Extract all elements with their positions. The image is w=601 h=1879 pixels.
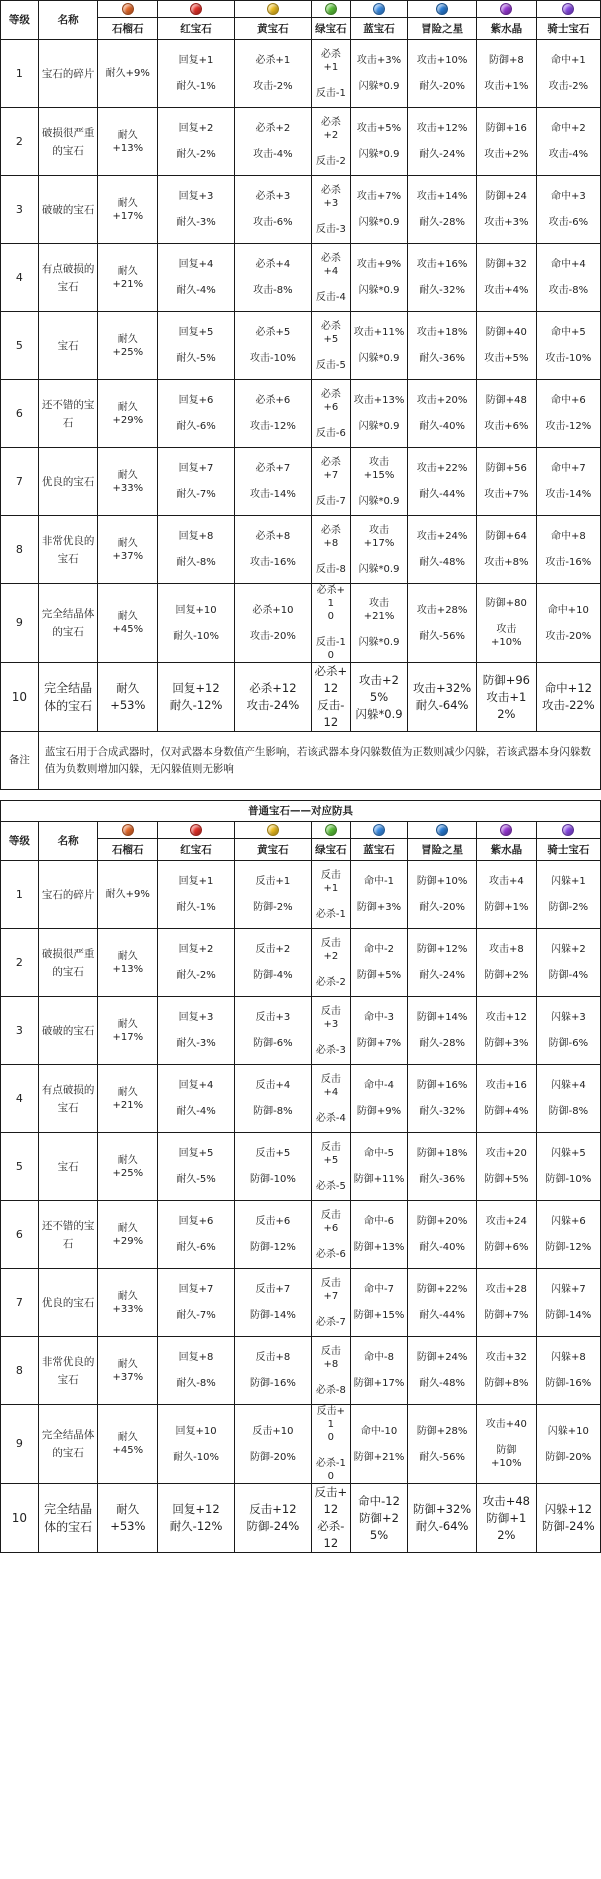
stat-cell: 反击 +2 必杀-2 xyxy=(311,929,350,997)
stat-cell: 攻击+20% 耐久-40% xyxy=(408,380,477,448)
stat-cell: 防御+32% 耐久-64% xyxy=(408,1484,477,1553)
stat-cell: 攻击+5% 闪躲*0.9 xyxy=(350,108,407,176)
stat-cell: 防御+14% 耐久-28% xyxy=(408,997,477,1065)
gem-name-cell: 还不错的宝石 xyxy=(38,1201,98,1269)
purple-gem-icon xyxy=(562,824,574,836)
level-cell: 9 xyxy=(1,584,39,663)
gem-column-header: 黄宝石 xyxy=(234,18,311,40)
stat-cell: 反击 +5 必杀-5 xyxy=(311,1133,350,1201)
stat-cell: 命中-5 防御+11% xyxy=(350,1133,407,1201)
orange-gem-icon xyxy=(122,824,134,836)
table-row xyxy=(1,861,601,929)
stat-cell: 攻击+40 防御 +10% xyxy=(477,1405,537,1484)
stat-cell: 命中+4 攻击-8% xyxy=(536,244,600,312)
stat-cell: 回复+8 耐久-8% xyxy=(158,1337,235,1405)
stat-cell: 攻击+12% 耐久-24% xyxy=(408,108,477,176)
level-cell: 8 xyxy=(1,516,39,584)
stat-cell: 必杀 +2 反击-2 xyxy=(311,108,350,176)
header-icon-row xyxy=(1,1,601,18)
stat-cell: 耐久+9% xyxy=(98,40,158,108)
level-cell: 6 xyxy=(1,380,39,448)
stat-cell: 耐久 +17% xyxy=(98,176,158,244)
stat-cell: 回复+6 耐久-6% xyxy=(158,380,235,448)
stat-cell: 必杀+12 攻击-24% xyxy=(234,663,311,732)
stat-cell: 回复+6 耐久-6% xyxy=(158,1201,235,1269)
gem-icon-cell xyxy=(98,1,158,18)
stat-cell: 反击+10 防御-20% xyxy=(234,1405,311,1484)
stat-cell: 回复+2 耐久-2% xyxy=(158,108,235,176)
stat-cell: 耐久 +29% xyxy=(98,380,158,448)
gem-name-cell: 非常优良的宝石 xyxy=(38,1337,98,1405)
stat-cell: 回复+5 耐久-5% xyxy=(158,1133,235,1201)
gem-name-cell: 宝石 xyxy=(38,1133,98,1201)
gem-icon-cell xyxy=(408,1,477,18)
stat-cell: 闪躲+5 防御-10% xyxy=(536,1133,600,1201)
stat-cell: 回复+5 耐久-5% xyxy=(158,312,235,380)
stat-cell: 反击+12 必杀-12 xyxy=(311,1484,350,1553)
stat-cell: 防御+80 攻击 +10% xyxy=(477,584,537,663)
stat-cell: 必杀+6 攻击-12% xyxy=(234,380,311,448)
stat-cell: 攻击+8 防御+2% xyxy=(477,929,537,997)
stat-cell: 反击+8 防御-16% xyxy=(234,1337,311,1405)
level-cell: 9 xyxy=(1,1405,39,1484)
gem-name-cell: 宝石的碎片 xyxy=(38,40,98,108)
level-cell: 7 xyxy=(1,1269,39,1337)
level-header: 等级 xyxy=(1,1,39,40)
purple-gem-icon xyxy=(500,3,512,15)
gem-icon-cell xyxy=(98,822,158,839)
stat-cell: 命中-12 防御+25% xyxy=(350,1484,407,1553)
stat-cell: 耐久 +45% xyxy=(98,584,158,663)
gem-icon-cell xyxy=(477,1,537,18)
stat-cell: 攻击+13% 闪躲*0.9 xyxy=(350,380,407,448)
stat-cell: 防御+28% 耐久-56% xyxy=(408,1405,477,1484)
stat-cell: 必杀+7 攻击-14% xyxy=(234,448,311,516)
level-header: 等级 xyxy=(1,822,39,861)
stat-cell: 耐久 +25% xyxy=(98,1133,158,1201)
table-row xyxy=(1,1201,601,1269)
stat-cell: 必杀+8 攻击-16% xyxy=(234,516,311,584)
note-label: 备注 xyxy=(1,732,39,790)
gem-icon-cell xyxy=(536,822,600,839)
table-row xyxy=(1,997,601,1065)
stat-cell: 必杀 +8 反击-8 xyxy=(311,516,350,584)
gem-icon-cell xyxy=(536,1,600,18)
stat-cell: 反击+7 防御-14% xyxy=(234,1269,311,1337)
stat-cell: 耐久 +21% xyxy=(98,1065,158,1133)
gem-name-cell: 优良的宝石 xyxy=(38,1269,98,1337)
level-cell: 4 xyxy=(1,244,39,312)
stat-cell: 命中+3 攻击-6% xyxy=(536,176,600,244)
stat-cell: 必杀+12 反击-12 xyxy=(311,663,350,732)
level-cell: 10 xyxy=(1,1484,39,1553)
stat-cell: 耐久 +25% xyxy=(98,312,158,380)
table-row xyxy=(1,108,601,176)
gem-name-cell: 完全结晶体的宝石 xyxy=(38,663,98,732)
name-header: 名称 xyxy=(38,1,98,40)
blue-gem-icon xyxy=(436,3,448,15)
red-gem-icon xyxy=(190,824,202,836)
stat-cell: 回复+8 耐久-8% xyxy=(158,516,235,584)
stat-cell: 攻击+4 防御+1% xyxy=(477,861,537,929)
gem-icon-cell xyxy=(350,1,407,18)
stat-cell: 耐久 +33% xyxy=(98,1269,158,1337)
gem-column-header: 绿宝石 xyxy=(311,18,350,40)
stat-cell: 闪躲+8 防御-16% xyxy=(536,1337,600,1405)
gem-icon-cell xyxy=(311,1,350,18)
table-row xyxy=(1,1133,601,1201)
gem-column-header: 黄宝石 xyxy=(234,839,311,861)
stat-cell: 攻击+14% 耐久-28% xyxy=(408,176,477,244)
table-row xyxy=(1,1065,601,1133)
stat-cell: 命中+2 攻击-4% xyxy=(536,108,600,176)
stat-cell: 攻击+9% 闪躲*0.9 xyxy=(350,244,407,312)
name-header: 名称 xyxy=(38,822,98,861)
stat-cell: 攻击 +21% 闪躲*0.9 xyxy=(350,584,407,663)
stat-cell: 耐久 +13% xyxy=(98,108,158,176)
stat-cell: 反击+1 0 必杀-1 0 xyxy=(311,1405,350,1484)
level-cell: 5 xyxy=(1,312,39,380)
gem-icon-cell xyxy=(350,822,407,839)
orange-gem-icon xyxy=(122,3,134,15)
level-cell: 3 xyxy=(1,997,39,1065)
gem-name-cell: 破破的宝石 xyxy=(38,997,98,1065)
stat-cell: 命中+12 攻击-22% xyxy=(536,663,600,732)
stat-cell: 攻击+11% 闪躲*0.9 xyxy=(350,312,407,380)
red-gem-icon xyxy=(190,3,202,15)
stat-cell: 反击+6 防御-12% xyxy=(234,1201,311,1269)
stat-cell: 必杀+4 攻击-8% xyxy=(234,244,311,312)
stat-cell: 耐久+9% xyxy=(98,861,158,929)
stat-cell: 命中-7 防御+15% xyxy=(350,1269,407,1337)
stat-cell: 必杀+2 攻击-4% xyxy=(234,108,311,176)
table-row xyxy=(1,516,601,584)
gem-icon-cell xyxy=(311,822,350,839)
stat-cell: 攻击+28% 耐久-56% xyxy=(408,584,477,663)
stat-cell: 耐久 +53% xyxy=(98,1484,158,1553)
gem-name-cell: 破破的宝石 xyxy=(38,176,98,244)
stat-cell: 攻击+32% 耐久-64% xyxy=(408,663,477,732)
stat-cell: 防御+10% 耐久-20% xyxy=(408,861,477,929)
stat-cell: 命中+8 攻击-16% xyxy=(536,516,600,584)
stat-cell: 防御+40 攻击+5% xyxy=(477,312,537,380)
stat-cell: 耐久 +29% xyxy=(98,1201,158,1269)
gem-name-cell: 完全结晶体的宝石 xyxy=(38,1405,98,1484)
stat-cell: 反击 +1 必杀-1 xyxy=(311,861,350,929)
weapon-gem-table xyxy=(0,0,601,790)
stat-cell: 回复+4 耐久-4% xyxy=(158,1065,235,1133)
table-row xyxy=(1,448,601,516)
stat-cell: 防御+18% 耐久-36% xyxy=(408,1133,477,1201)
stat-cell: 反击 +6 必杀-6 xyxy=(311,1201,350,1269)
gem-icon-cell xyxy=(234,1,311,18)
stat-cell: 防御+22% 耐久-44% xyxy=(408,1269,477,1337)
stat-cell: 耐久 +33% xyxy=(98,448,158,516)
gem-name-cell: 还不错的宝石 xyxy=(38,380,98,448)
stat-cell: 回复+4 耐久-4% xyxy=(158,244,235,312)
table-row xyxy=(1,244,601,312)
stat-cell: 闪躲+6 防御-12% xyxy=(536,1201,600,1269)
note-text: 蓝宝石用于合成武器时，仅对武器本身数值产生影响，若该武器本身闪躲数值为正数则减少闪躲，若该武器本身闪躲数值为负数则增加闪躲，无闪躲值则无影响 xyxy=(38,732,600,790)
gem-name-cell: 破损很严重的宝石 xyxy=(38,929,98,997)
stat-cell: 攻击+24% 耐久-48% xyxy=(408,516,477,584)
gem-icon-cell xyxy=(158,822,235,839)
gem-icon-cell xyxy=(158,1,235,18)
gem-name-cell: 有点破损的宝石 xyxy=(38,244,98,312)
blue-gem-icon xyxy=(373,824,385,836)
armor-gem-table xyxy=(0,800,601,1553)
stat-cell: 命中-10 防御+21% xyxy=(350,1405,407,1484)
stat-cell: 回复+12 耐久-12% xyxy=(158,1484,235,1553)
stat-cell: 必杀 +1 反击-1 xyxy=(311,40,350,108)
stat-cell: 命中+5 攻击-10% xyxy=(536,312,600,380)
gem-name-cell: 破损很严重的宝石 xyxy=(38,108,98,176)
level-cell: 10 xyxy=(1,663,39,732)
level-cell: 4 xyxy=(1,1065,39,1133)
stat-cell: 闪躲+4 防御-8% xyxy=(536,1065,600,1133)
gem-name-cell: 宝石 xyxy=(38,312,98,380)
table-title-row xyxy=(1,801,601,822)
stat-cell: 回复+12 耐久-12% xyxy=(158,663,235,732)
stat-cell: 命中+6 攻击-12% xyxy=(536,380,600,448)
stat-cell: 必杀 +6 反击-6 xyxy=(311,380,350,448)
stat-cell: 闪躲+10 防御-20% xyxy=(536,1405,600,1484)
stat-cell: 攻击+24 防御+6% xyxy=(477,1201,537,1269)
green-gem-icon xyxy=(325,824,337,836)
level-cell: 1 xyxy=(1,40,39,108)
green-gem-icon xyxy=(325,3,337,15)
purple-gem-icon xyxy=(562,3,574,15)
table-title: 普通宝石——对应防具 xyxy=(1,801,601,822)
table-row xyxy=(1,312,601,380)
stat-cell: 必杀+1 攻击-2% xyxy=(234,40,311,108)
table-row xyxy=(1,1484,601,1553)
gem-icon-cell xyxy=(408,822,477,839)
stat-cell: 反击+2 防御-4% xyxy=(234,929,311,997)
table-row xyxy=(1,929,601,997)
stat-cell: 反击+12 防御-24% xyxy=(234,1484,311,1553)
stat-cell: 耐久 +21% xyxy=(98,244,158,312)
gem-column-header: 紫水晶 xyxy=(477,18,537,40)
stat-cell: 攻击 +15% 闪躲*0.9 xyxy=(350,448,407,516)
stat-cell: 耐久 +37% xyxy=(98,1337,158,1405)
stat-cell: 攻击+7% 闪躲*0.9 xyxy=(350,176,407,244)
stat-cell: 攻击+3% 闪躲*0.9 xyxy=(350,40,407,108)
stat-cell: 必杀 +7 反击-7 xyxy=(311,448,350,516)
table-row xyxy=(1,380,601,448)
stat-cell: 攻击+32 防御+8% xyxy=(477,1337,537,1405)
stat-cell: 反击+4 防御-8% xyxy=(234,1065,311,1133)
stat-cell: 防御+20% 耐久-40% xyxy=(408,1201,477,1269)
stat-cell: 防御+16 攻击+2% xyxy=(477,108,537,176)
stat-cell: 必杀 +5 反击-5 xyxy=(311,312,350,380)
blue-gem-icon xyxy=(373,3,385,15)
gem-icon-cell xyxy=(234,822,311,839)
stat-cell: 攻击+22% 耐久-44% xyxy=(408,448,477,516)
table-row xyxy=(1,40,601,108)
stat-cell: 耐久 +37% xyxy=(98,516,158,584)
gem-column-header: 骑士宝石 xyxy=(536,18,600,40)
table-row xyxy=(1,1405,601,1484)
gem-column-header: 冒险之星 xyxy=(408,839,477,861)
stat-cell: 防御+24% 耐久-48% xyxy=(408,1337,477,1405)
stat-cell: 攻击 +17% 闪躲*0.9 xyxy=(350,516,407,584)
stat-cell: 闪躲+2 防御-4% xyxy=(536,929,600,997)
gem-column-header: 蓝宝石 xyxy=(350,839,407,861)
stat-cell: 防御+8 攻击+1% xyxy=(477,40,537,108)
stat-cell: 防御+48 攻击+6% xyxy=(477,380,537,448)
stat-cell: 命中+10 攻击-20% xyxy=(536,584,600,663)
stat-cell: 反击+3 防御-6% xyxy=(234,997,311,1065)
stat-cell: 反击 +7 必杀-7 xyxy=(311,1269,350,1337)
level-cell: 8 xyxy=(1,1337,39,1405)
stat-cell: 闪躲+7 防御-14% xyxy=(536,1269,600,1337)
gem-column-header: 石榴石 xyxy=(98,18,158,40)
blue-gem-icon xyxy=(436,824,448,836)
stat-cell: 回复+10 耐久-10% xyxy=(158,1405,235,1484)
stat-cell: 回复+10 耐久-10% xyxy=(158,584,235,663)
stat-cell: 攻击+18% 耐久-36% xyxy=(408,312,477,380)
stat-cell: 攻击+10% 耐久-20% xyxy=(408,40,477,108)
stat-cell: 攻击+16 防御+4% xyxy=(477,1065,537,1133)
stat-cell: 必杀+3 攻击-6% xyxy=(234,176,311,244)
stat-cell: 回复+1 耐久-1% xyxy=(158,40,235,108)
stat-cell: 耐久 +17% xyxy=(98,997,158,1065)
header-icon-row xyxy=(1,822,601,839)
table-row xyxy=(1,1337,601,1405)
level-cell: 2 xyxy=(1,929,39,997)
stat-cell: 命中-1 防御+3% xyxy=(350,861,407,929)
stat-cell: 命中-4 防御+9% xyxy=(350,1065,407,1133)
stat-cell: 耐久 +45% xyxy=(98,1405,158,1484)
level-cell: 6 xyxy=(1,1201,39,1269)
stat-cell: 攻击+20 防御+5% xyxy=(477,1133,537,1201)
gem-column-header: 冒险之星 xyxy=(408,18,477,40)
stat-cell: 必杀 +4 反击-4 xyxy=(311,244,350,312)
stat-cell: 防御+32 攻击+4% xyxy=(477,244,537,312)
stat-cell: 防御+96 攻击+12% xyxy=(477,663,537,732)
stat-cell: 回复+7 耐久-7% xyxy=(158,1269,235,1337)
level-cell: 5 xyxy=(1,1133,39,1201)
stat-cell: 攻击+28 防御+7% xyxy=(477,1269,537,1337)
stat-cell: 防御+24 攻击+3% xyxy=(477,176,537,244)
gem-name-cell: 优良的宝石 xyxy=(38,448,98,516)
stat-cell: 必杀+5 攻击-10% xyxy=(234,312,311,380)
gem-icon-cell xyxy=(477,822,537,839)
stat-cell: 闪躲+3 防御-6% xyxy=(536,997,600,1065)
level-cell: 3 xyxy=(1,176,39,244)
table-row xyxy=(1,584,601,663)
level-cell: 7 xyxy=(1,448,39,516)
stat-cell: 命中+7 攻击-14% xyxy=(536,448,600,516)
stat-cell: 命中+1 攻击-2% xyxy=(536,40,600,108)
gem-column-header: 红宝石 xyxy=(158,839,235,861)
stat-cell: 命中-2 防御+5% xyxy=(350,929,407,997)
stat-cell: 命中-8 防御+17% xyxy=(350,1337,407,1405)
gem-name-cell: 完全结晶体的宝石 xyxy=(38,584,98,663)
stat-cell: 回复+1 耐久-1% xyxy=(158,861,235,929)
stat-cell: 反击 +8 必杀-8 xyxy=(311,1337,350,1405)
stat-cell: 回复+7 耐久-7% xyxy=(158,448,235,516)
stat-cell: 防御+56 攻击+7% xyxy=(477,448,537,516)
table-row xyxy=(1,176,601,244)
stat-cell: 闪躲+1 防御-2% xyxy=(536,861,600,929)
stat-cell: 反击 +4 必杀-4 xyxy=(311,1065,350,1133)
stat-cell: 攻击+16% 耐久-32% xyxy=(408,244,477,312)
table-row xyxy=(1,1269,601,1337)
stat-cell: 回复+3 耐久-3% xyxy=(158,997,235,1065)
level-cell: 2 xyxy=(1,108,39,176)
gem-name-cell: 宝石的碎片 xyxy=(38,861,98,929)
level-cell: 1 xyxy=(1,861,39,929)
stat-cell: 回复+3 耐久-3% xyxy=(158,176,235,244)
stat-cell: 反击+5 防御-10% xyxy=(234,1133,311,1201)
note-row xyxy=(1,732,601,790)
stat-cell: 防御+12% 耐久-24% xyxy=(408,929,477,997)
stat-cell: 反击+1 防御-2% xyxy=(234,861,311,929)
stat-cell: 回复+2 耐久-2% xyxy=(158,929,235,997)
stat-cell: 闪躲+12 防御-24% xyxy=(536,1484,600,1553)
stat-cell: 耐久 +13% xyxy=(98,929,158,997)
gem-column-header: 紫水晶 xyxy=(477,839,537,861)
gem-column-header: 红宝石 xyxy=(158,18,235,40)
stat-cell: 命中-3 防御+7% xyxy=(350,997,407,1065)
gem-column-header: 绿宝石 xyxy=(311,839,350,861)
purple-gem-icon xyxy=(500,824,512,836)
gem-name-cell: 完全结晶体的宝石 xyxy=(38,1484,98,1553)
gem-column-header: 骑士宝石 xyxy=(536,839,600,861)
stat-cell: 命中-6 防御+13% xyxy=(350,1201,407,1269)
stat-cell: 必杀+1 0 反击-1 0 xyxy=(311,584,350,663)
stat-cell: 攻击+12 防御+3% xyxy=(477,997,537,1065)
stat-cell: 防御+64 攻击+8% xyxy=(477,516,537,584)
stat-cell: 防御+16% 耐久-32% xyxy=(408,1065,477,1133)
yellow-gem-icon xyxy=(267,824,279,836)
gem-name-cell: 非常优良的宝石 xyxy=(38,516,98,584)
stat-cell: 攻击+48 防御+12% xyxy=(477,1484,537,1553)
stat-cell: 耐久 +53% xyxy=(98,663,158,732)
table-row xyxy=(1,663,601,732)
gem-column-header: 石榴石 xyxy=(98,839,158,861)
stat-cell: 必杀 +3 反击-3 xyxy=(311,176,350,244)
gem-column-header: 蓝宝石 xyxy=(350,18,407,40)
stat-cell: 必杀+10 攻击-20% xyxy=(234,584,311,663)
stat-cell: 反击 +3 必杀-3 xyxy=(311,997,350,1065)
stat-cell: 攻击+25% 闪躲*0.9 xyxy=(350,663,407,732)
gem-name-cell: 有点破损的宝石 xyxy=(38,1065,98,1133)
yellow-gem-icon xyxy=(267,3,279,15)
